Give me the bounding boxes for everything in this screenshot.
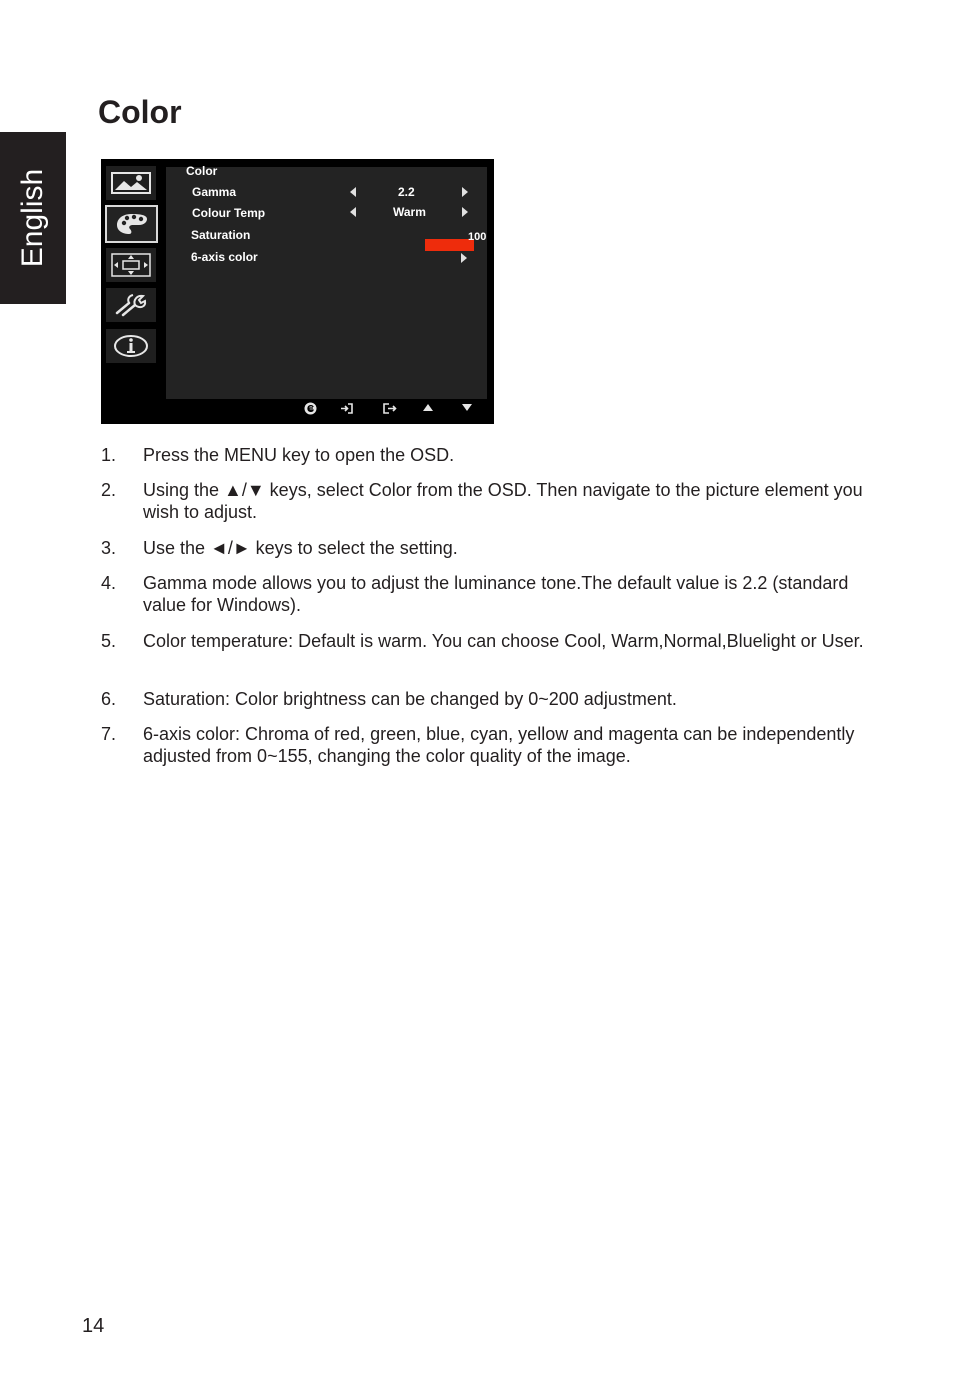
colour-temp-label[interactable]: Colour Temp <box>192 206 266 220</box>
step-number: 1. <box>101 445 117 465</box>
page-title: Color <box>98 94 182 130</box>
saturation-label[interactable]: Saturation <box>191 228 251 242</box>
step-number: 7. <box>101 724 117 744</box>
six-axis-color-label[interactable]: 6-axis color <box>191 250 258 264</box>
step-text: Gamma mode allows you to adjust the luminance tone.The default value is 2.2 (standard value for Windows). <box>143 573 849 615</box>
step-text: Use the ◄/► keys to select the setting. <box>143 538 458 558</box>
down-arrow-icon <box>462 404 472 411</box>
step-text: 6-axis color: Chroma of red, green, blue, cyan, yellow and magenta can be independently adjusted from 0~155, changing the color quality of the image. <box>143 724 855 766</box>
osd-screenshot <box>101 159 494 424</box>
wrench-screwdriver-icon <box>113 293 149 317</box>
e-icon <box>304 402 317 415</box>
osd-icon-picture <box>106 166 156 200</box>
enter-icon <box>340 403 353 414</box>
osd-icon-settings <box>106 288 156 322</box>
step-text: Color temperature: Default is warm. You can choose Cool, Warm,Normal,Bluelight or User. <box>143 631 864 651</box>
gamma-left-arrow-icon[interactable] <box>350 187 356 197</box>
osd-icon-color <box>105 205 158 243</box>
colour-temp-right-arrow-icon[interactable] <box>462 207 468 217</box>
page-number: 14 <box>82 1315 105 1337</box>
step-number: 4. <box>101 573 117 593</box>
up-arrow-icon <box>423 404 433 411</box>
language-tab-label: English <box>16 168 49 268</box>
saturation-value: 100 <box>468 231 487 243</box>
colour-temp-value: Warm <box>393 205 426 219</box>
osd-menu-panel <box>166 164 487 399</box>
step-text: Saturation: Color brightness can be changed by 0~200 adjustment. <box>143 689 677 709</box>
step-number: 3. <box>101 538 117 558</box>
palette-icon <box>115 212 149 236</box>
step-text: Using the ▲/▼ keys, select Color from the OSD. Then navigate to the picture element you wish to adjust. <box>143 480 863 522</box>
info-icon <box>113 334 149 358</box>
six-axis-right-arrow-icon[interactable] <box>461 253 467 263</box>
osd-menu-title: Color <box>186 164 218 178</box>
gamma-right-arrow-icon[interactable] <box>462 187 468 197</box>
language-tab <box>0 132 66 304</box>
gamma-label[interactable]: Gamma <box>192 185 237 199</box>
colour-temp-left-arrow-icon[interactable] <box>350 207 356 217</box>
osd-position-icon <box>111 253 151 277</box>
saturation-slider[interactable] <box>425 239 474 251</box>
osd-icon-information <box>106 329 156 363</box>
saturation-slider-fill <box>425 239 474 251</box>
exit-icon <box>383 403 397 414</box>
picture-icon <box>111 172 151 194</box>
step-text: Press the MENU key to open the OSD. <box>143 445 455 465</box>
step-number: 2. <box>101 480 117 500</box>
osd-icon-position <box>106 248 156 282</box>
step-number: 6. <box>101 689 117 709</box>
gamma-value: 2.2 <box>398 185 415 199</box>
step-number: 5. <box>101 631 117 651</box>
